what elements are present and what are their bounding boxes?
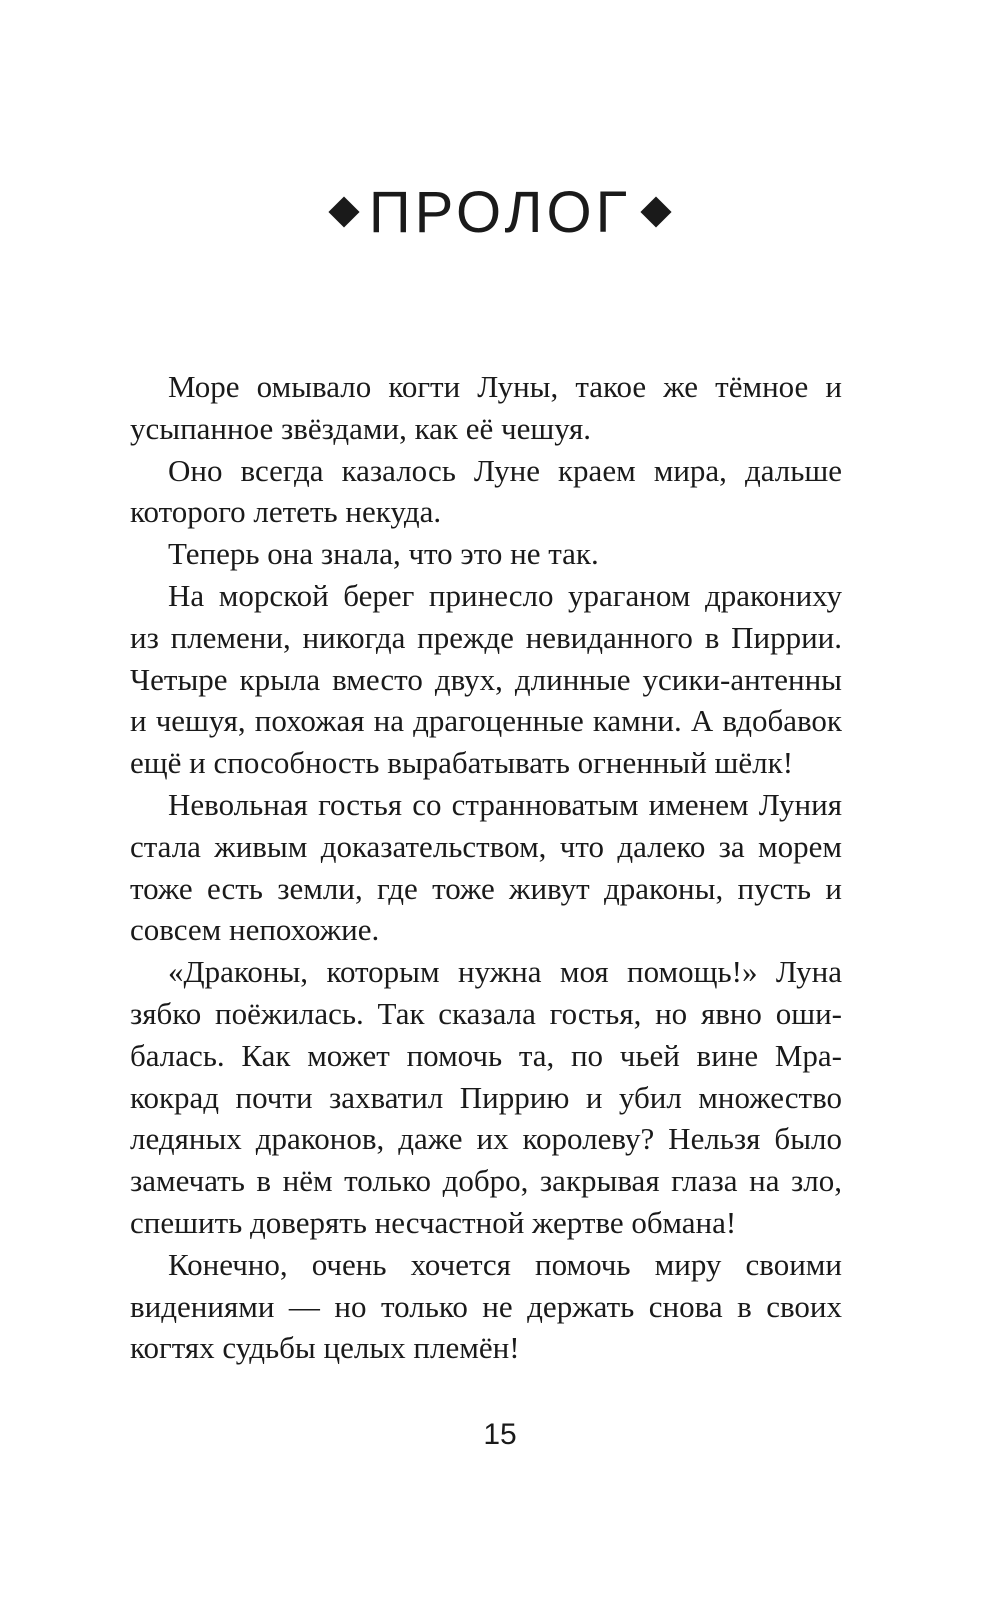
paragraph: Море омывало когти Луны, такое же тёмное и усыпанное звёздами, как её чешуя.	[130, 369, 842, 446]
paragraph: Невольная гостья со странноватым именем Луния стала живым доказательством, что далеко за морем тоже есть земли, где тоже живут драконы, пусть и совсем непохожие.	[130, 786, 842, 948]
chapter-body	[130, 366, 842, 1369]
chapter-title-text: ПРОЛОГ	[368, 180, 632, 245]
page-number: 15	[483, 1418, 517, 1451]
chapter-heading	[0, 178, 1000, 248]
paragraph: Оно всегда казалось Луне краем мира, дальше которого лететь некуда.	[130, 452, 842, 530]
paragraph: Теперь она знала, что это не так.	[168, 536, 599, 572]
diamond-right-icon	[641, 196, 672, 227]
paragraph: Конечно, очень хочется помочь миру своими видениями — но только не держать снова в своих когтях судьбы целых племён!	[130, 1246, 842, 1366]
paragraph: «Драконы, которым нужна моя помощь!» Луна зябко поёжилась. Так сказала гостья, но явно ошибалась. Как может помочь та, по чьей вине Мракокрад почти захватил Пиррию и убил множество ледяных драконов, даже их королеву? Нельзя было замечать в нём только добро, закрывая глаза на зло, спешить доверять несчастной жертве обмана!	[130, 954, 842, 1240]
diamond-left-icon	[328, 196, 359, 227]
paragraph: На морской берег принесло ураганом дракониху из племени, никогда прежде невиданного в Пиррии. Четыре крыла вместо двух, длинные усики-антенны и чешуя, похожая на драгоценные камни. А вдобавок ещё и способность вырабатывать огненный шёлк!	[130, 577, 842, 781]
